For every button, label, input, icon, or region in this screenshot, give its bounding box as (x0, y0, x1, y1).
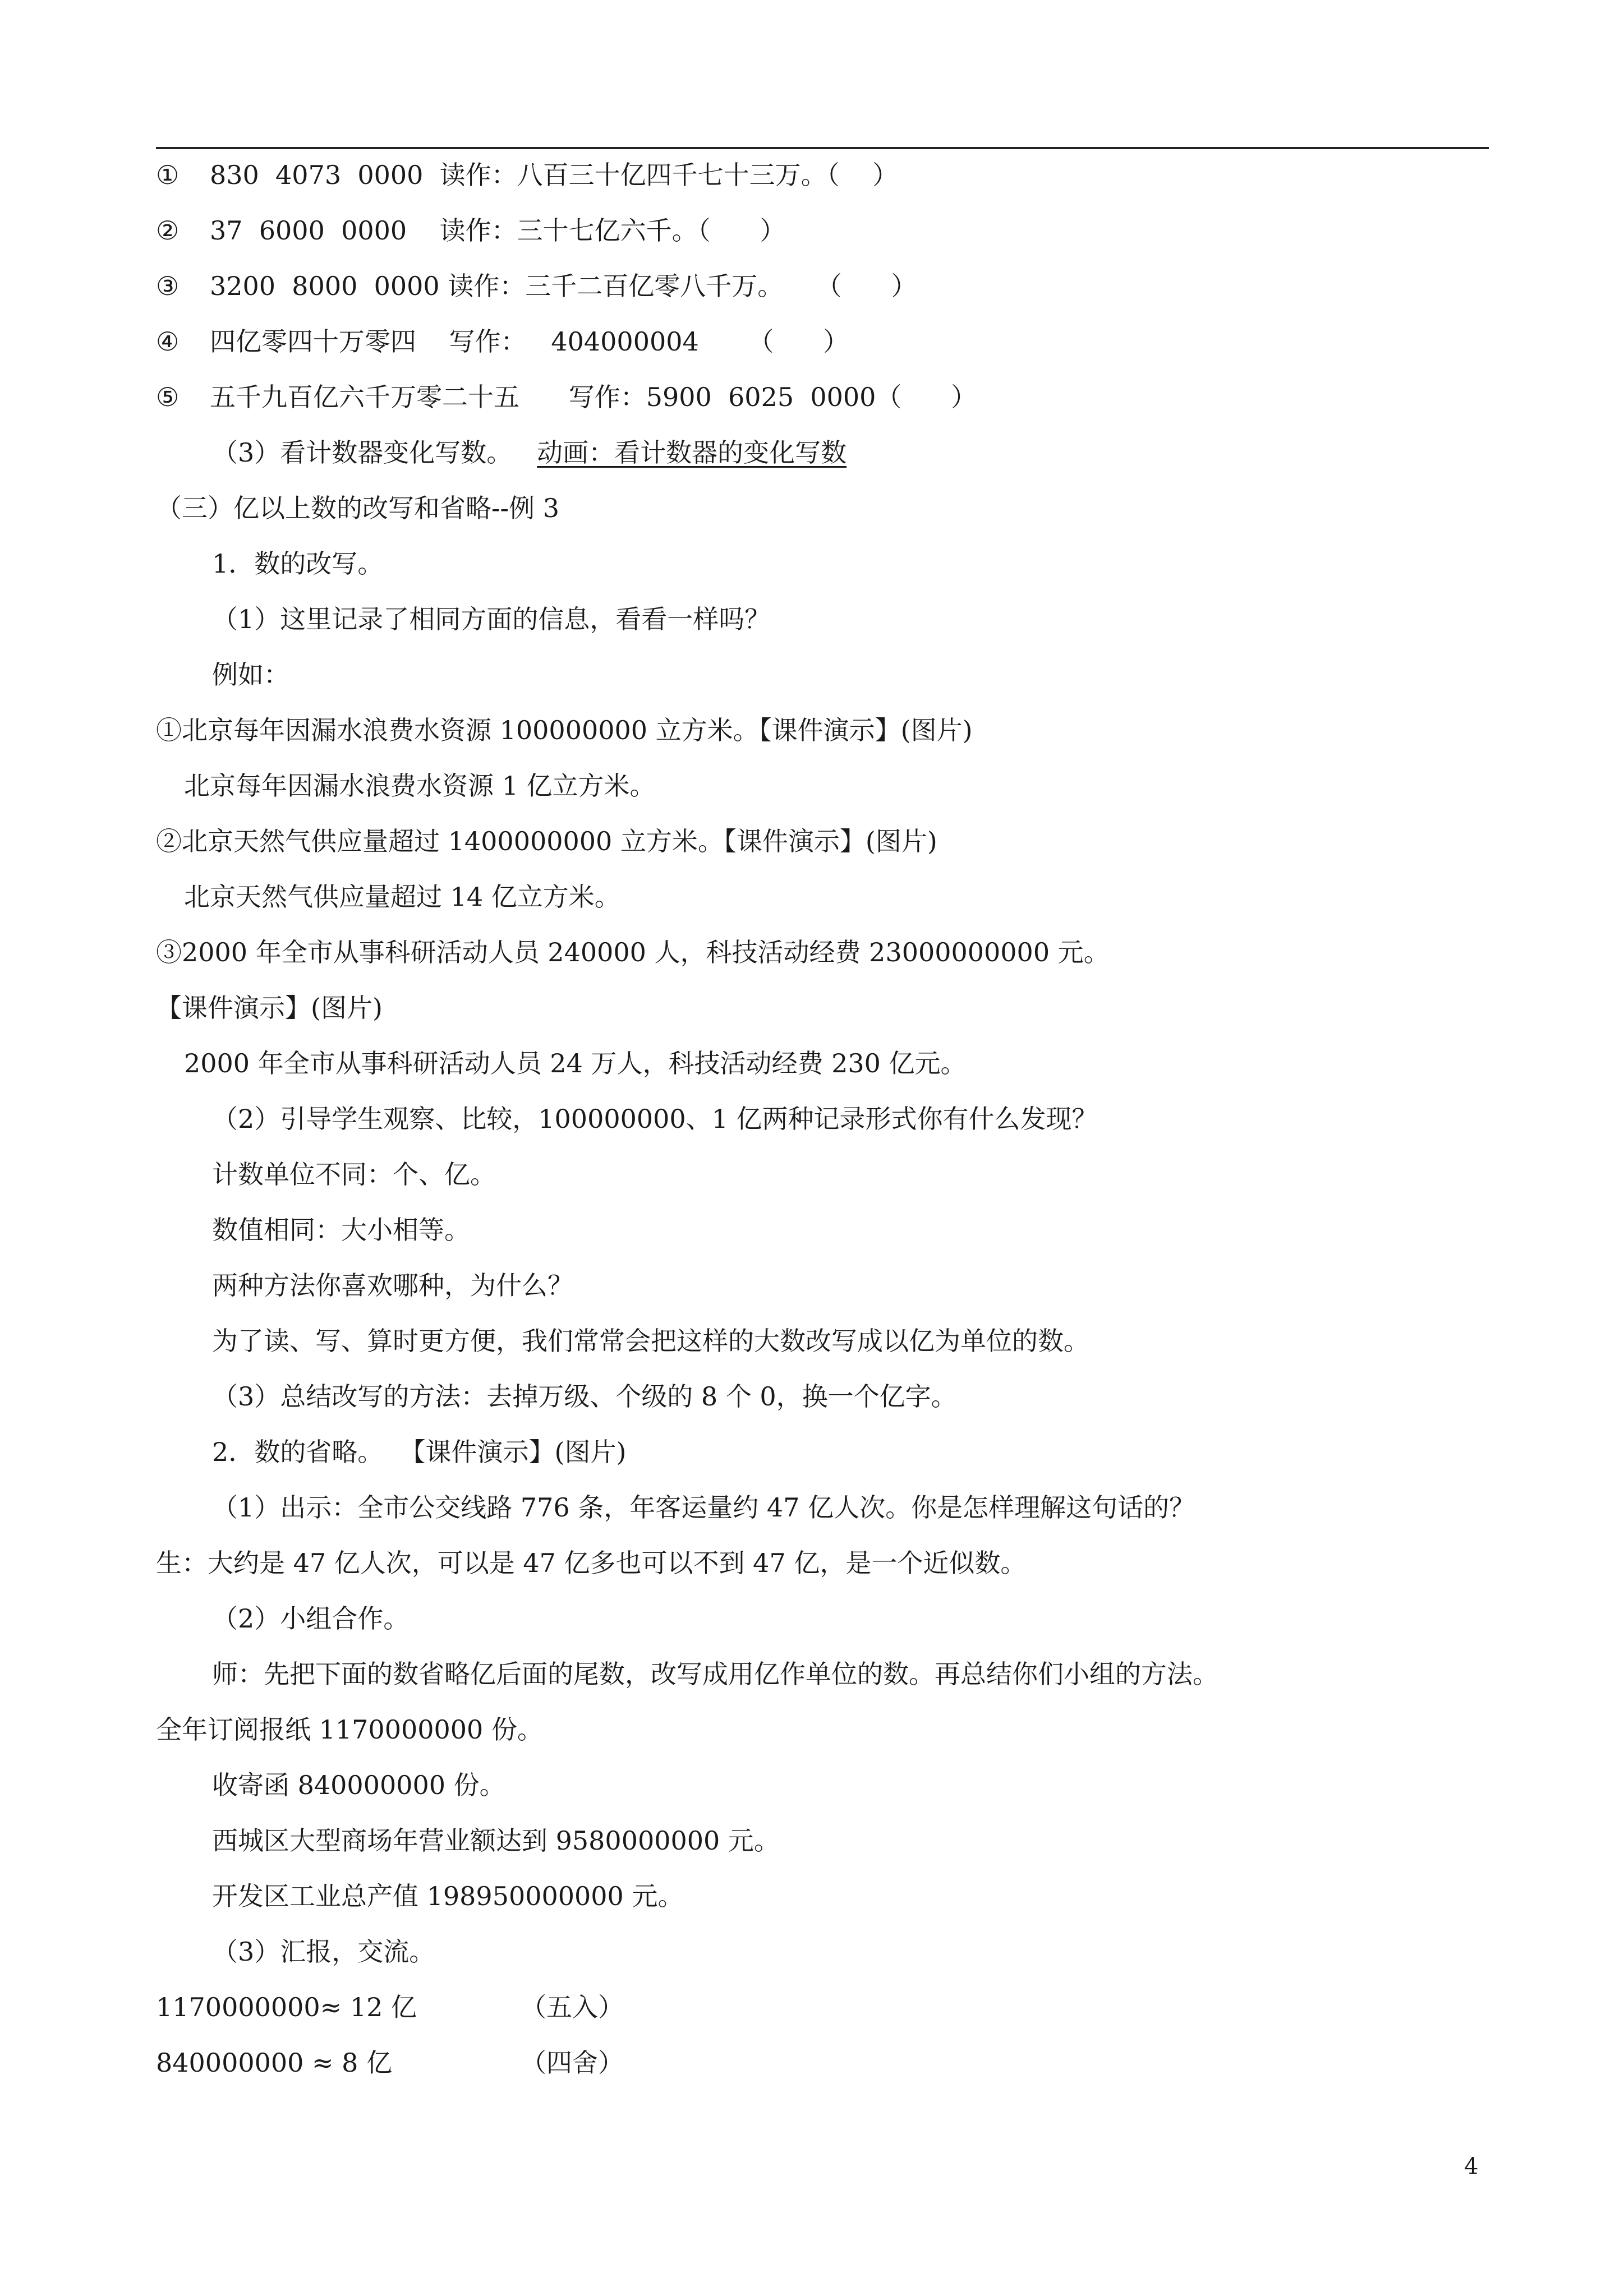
result-expr: 1170000000≈ 12 亿 (156, 1992, 417, 2022)
judge-item: ① 830 4073 0000 读作：八百三十亿四千七十三万。（ ） (156, 160, 899, 190)
text-line: 生：大约是 47 亿人次，可以是 47 亿多也可以不到 47 亿，是一个近似数。 (156, 1548, 1027, 1578)
subsection-heading: 2．数的省略。 【课件演示】(图片) (212, 1437, 627, 1467)
header-rule (156, 147, 1489, 149)
judge-item: ③ 3200 8000 0000 读作：三千二百亿零八千万。 （ ） (156, 271, 917, 301)
text-line: 北京天然气供应量超过 14 亿立方米。 (184, 882, 620, 912)
page-number: 4 (1464, 2154, 1479, 2179)
text-line: 两种方法你喜欢哪种，为什么？ (212, 1270, 573, 1301)
example-line: ①北京每年因漏水浪费水资源 100000000 立方米。【课件演示】(图片) (156, 715, 973, 745)
text-line: （2）引导学生观察、比较，100000000、1 亿两种记录形式你有什么发现？ (212, 1104, 1098, 1134)
counter-step: （3）看计数器变化写数。 动画：看计数器的变化写数 (212, 437, 847, 468)
judge-item: ④ 四亿零四十万零四 写作： 404000004 （ ） (156, 326, 849, 357)
text-line: （2）小组合作。 (212, 1603, 410, 1634)
judge-item: ⑤ 五千九百亿六千万零二十五 写作：5900 6025 0000（ ） (156, 382, 977, 412)
text-line: 2000 年全市从事科研活动人员 24 万人，科技活动经费 230 亿元。 (184, 1048, 967, 1078)
judge-item: ② 37 6000 0000 读作：三十七亿六千。（ ） (156, 215, 786, 246)
subsection-heading: 1．数的改写。 (212, 548, 384, 579)
text-line: 收寄函 840000000 份。 (212, 1770, 505, 1800)
text-line: （3）汇报，交流。 (212, 1937, 435, 1967)
section-heading: （三）亿以上数的改写和省略--例 3 (156, 493, 559, 523)
example-line: ②北京天然气供应量超过 1400000000 立方米。【课件演示】(图片) (156, 826, 937, 856)
text-line: 师：先把下面的数省略亿后面的尾数，改写成用亿作单位的数。再总结你们小组的方法。 (212, 1659, 1218, 1689)
result-expr: 840000000 ≈ 8 亿 (156, 2048, 393, 2078)
text-line: 全年订阅报纸 1170000000 份。 (156, 1714, 543, 1745)
result-note: （五入） (521, 1992, 624, 2022)
result-note: （四舍） (521, 2048, 624, 2078)
animation-link[interactable]: 动画：看计数器的变化写数 (537, 437, 847, 468)
text-line: 【课件演示】(图片) (156, 993, 383, 1023)
text-line: 例如： (212, 660, 289, 690)
text-line: （3）总结改写的方法：去掉万级、个级的 8 个 0，换一个亿字。 (212, 1381, 957, 1412)
text-line: 为了读、写、算时更方便，我们常常会把这样的大数改写成以亿为单位的数。 (212, 1326, 1089, 1356)
text-line: 西城区大型商场年营业额达到 9580000000 元。 (212, 1825, 780, 1856)
text-line: 数值相同：大小相等。 (212, 1215, 470, 1245)
text-line: 北京每年因漏水浪费水资源 1 亿立方米。 (184, 771, 656, 801)
text-line: 计数单位不同：个、亿。 (212, 1159, 496, 1190)
example-line: ③2000 年全市从事科研活动人员 240000 人，科技活动经费 23000000000 元。 (156, 937, 1110, 967)
text-line: （1）出示：全市公交线路 776 条，年客运量约 47 亿人次。你是怎样理解这句话的？ (212, 1492, 1195, 1523)
text-line: 开发区工业总产值 198950000000 元。 (212, 1881, 684, 1911)
text-line: （1）这里记录了相同方面的信息，看看一样吗？ (212, 604, 771, 634)
